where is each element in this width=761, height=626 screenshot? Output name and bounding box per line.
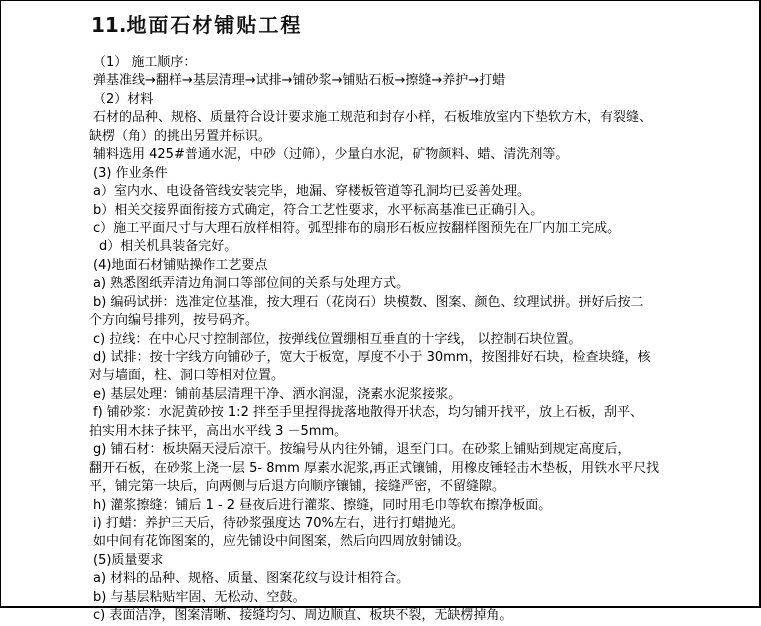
section-title	[91, 9, 302, 38]
paragraph-line: 辅料选用 425#普通水泥，中砂（过筛），少量白水泥，矿物颜料、蜡、清洗剂等。	[93, 147, 569, 163]
paragraph-line: 缺楞（角）的挑出另置并标识。	[89, 128, 272, 144]
list-item: h) 灌浆擦缝：铺后 1 - 2 昼夜后进行灌浆、擦缝，同时用毛巾等软布擦净板面。	[93, 497, 552, 513]
list-item: c）施工平面尺寸与大理石放样相符。弧型排布的扇形石板应按翻样图预先在厂内加工完成。	[93, 220, 621, 236]
list-item: g) 铺石材：板块隔天浸后凉干。按编号从内往外铺，退至门口。在砂浆上铺贴到规定高度后，	[93, 442, 631, 458]
list-item-continuation: 个方向编号排列，按号码齐。	[89, 313, 259, 329]
paragraph-line: 如中间有花饰图案的，应先铺设中间图案，然后向四周放射铺设。	[93, 534, 471, 550]
list-item: b) 编码试拼：选准定位基准，按大理石（花岗石）块模数、图案、颜色、纹理试拼。拼好后按二	[93, 294, 644, 310]
list-item-continuation: 对与墙面，柱、洞口等相对位置。	[89, 368, 285, 384]
list-item-continuation: 拍实用木抹子抹平，高出水平线 3 －5mm。	[89, 423, 348, 439]
list-item: b) 与基层粘贴牢固、无松动、空鼓。	[93, 589, 306, 605]
construction-sequence-flow: 弹基准线→翻样→基层清理→试排→铺砂浆→铺贴石板→擦缝→养护→打蜡	[93, 73, 506, 89]
list-item: c) 表面洁净，图案清晰、接缝均匀、周边顺直、板块不裂，无缺楞掉角。	[93, 608, 513, 624]
paragraph-line: 石材的品种、规格、质量符合设计要求施工规范和封存小样，石板堆放室内下垫软方木，有裂缝、	[93, 110, 653, 126]
list-item: c) 拉线：在中心尺寸控制部位，按弹线位置绷相互垂直的十字线， 以控制石块位置。	[93, 331, 582, 347]
section-number: 11.	[91, 13, 127, 37]
list-item: d) 试排：按十字线方向铺砂子，宽大于板宽，厚度不小于 30mm，按图排好石块，检查块缝，核	[93, 350, 651, 365]
heading-materials: （2）材料	[93, 91, 154, 107]
list-item: b）相关交接界面衔接方式确定，符合工艺性要求，水平标高基准已正确引入。	[93, 202, 544, 218]
heading-work-conditions: (3) 作业条件	[93, 165, 168, 181]
list-item: d）相关机具装备完好。	[99, 239, 238, 255]
list-item: i) 打蜡：养护三天后，待砂浆强度达 70%左右，进行打蜡抛光。	[93, 515, 464, 531]
list-item: a) 熟悉图纸弄清边角洞口等部位间的关系与处理方式。	[93, 276, 410, 292]
heading-construction-sequence: （1） 施工顺序：	[93, 55, 197, 70]
list-item: a) 材料的品种、规格、质量、图案花纹与设计相符合。	[93, 571, 410, 587]
heading-process-points: (4)地面石材铺贴操作工艺要点	[93, 257, 268, 273]
heading-quality-requirements: (5)质量要求	[93, 552, 164, 568]
list-item: f) 铺砂浆：水泥黄砂按 1:2 拌至手里捏得拢落地散得开状态，均匀铺开找平，放上石板，刮平、	[93, 405, 643, 421]
list-item-continuation: 翻开石板，在砂浆上浇一层 5- 8mm 厚素水泥浆,再正式镶铺，用橡皮锤轻击木垫板，用铁水平尺找	[89, 460, 660, 476]
list-item-continuation: 平，铺完第一块后，向两侧与后退方向顺序镶铺，接缝严密，不留缝隙。	[89, 479, 506, 495]
list-item: e) 基层处理：铺前基层清理干净、洒水润湿，浇素水泥浆接浆。	[93, 386, 462, 402]
list-item: a）室内水、电设备管线安装完毕，地漏、穿楼板管道等孔洞均已妥善处理。	[93, 184, 530, 200]
document-body	[89, 54, 729, 626]
section-title-text: 地面石材铺贴工程	[126, 13, 303, 37]
